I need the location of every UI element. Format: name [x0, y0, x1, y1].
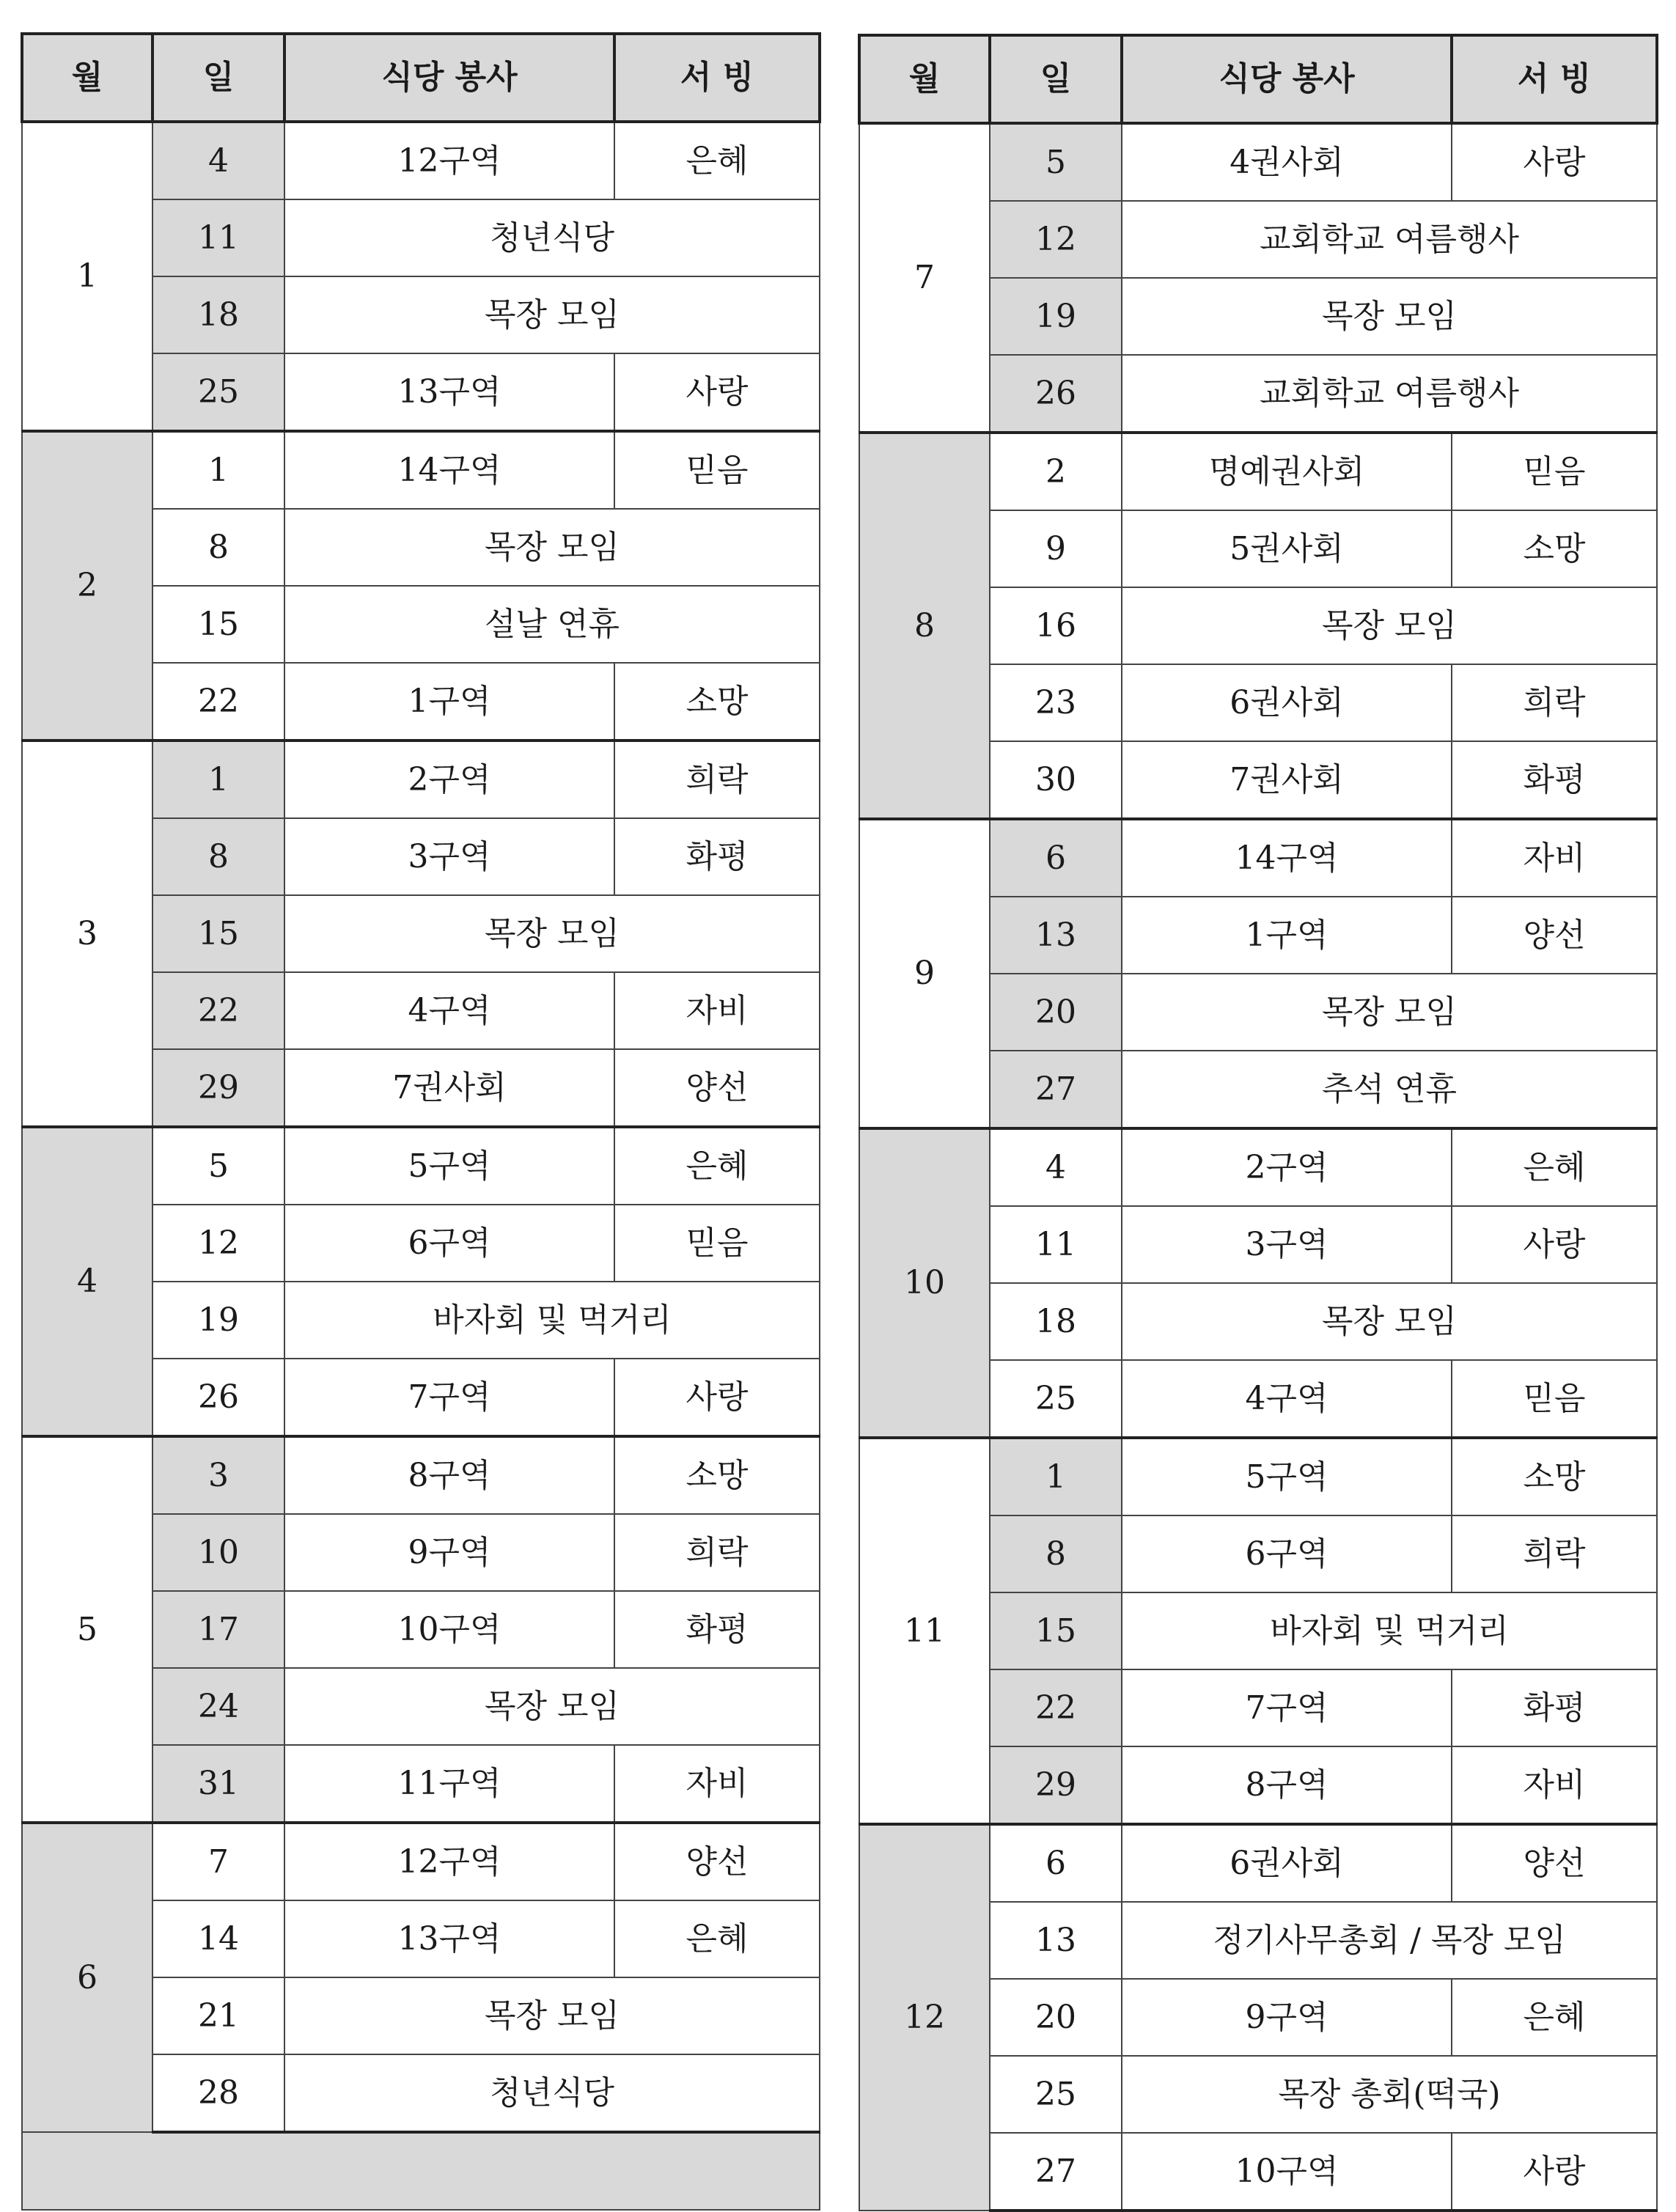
month-cell: 4	[22, 1127, 152, 1436]
month-cell: 5	[22, 1436, 152, 1823]
service-cell: 6구역	[284, 1205, 614, 1282]
server-cell: 소망	[614, 663, 820, 741]
service-cell: 청년식당	[284, 199, 820, 276]
service-cell: 2구역	[284, 741, 614, 818]
service-cell: 14구역	[1122, 819, 1452, 897]
service-cell: 5구역	[1122, 1438, 1452, 1515]
day-cell: 17	[152, 1591, 284, 1668]
day-cell: 2	[990, 433, 1122, 510]
day-cell: 29	[990, 1746, 1122, 1824]
service-cell: 7권사회	[284, 1049, 614, 1127]
header-month: 월	[859, 35, 990, 123]
month-cell: 10	[859, 1128, 990, 1438]
server-cell: 은혜	[614, 122, 820, 199]
day-cell: 15	[990, 1592, 1122, 1669]
schedule-table-left	[21, 32, 821, 2211]
service-cell: 13구역	[284, 353, 614, 431]
table-body-left	[22, 122, 820, 2132]
server-cell: 은혜	[1452, 1979, 1657, 2056]
header-server: 서 빙	[1452, 35, 1657, 123]
table-row	[859, 1128, 1657, 1206]
header-day: 일	[990, 35, 1122, 123]
service-cell: 5권사회	[1122, 510, 1452, 587]
day-cell: 12	[152, 1205, 284, 1282]
day-cell: 12	[990, 201, 1122, 278]
day-cell: 20	[990, 1979, 1122, 2056]
service-cell: 1구역	[284, 663, 614, 741]
month-cell: 7	[859, 123, 990, 433]
table-row	[22, 431, 820, 509]
table-row	[859, 1824, 1657, 1902]
service-cell: 7구역	[284, 1359, 614, 1436]
day-cell: 18	[990, 1283, 1122, 1360]
service-cell: 추석 연휴	[1122, 1051, 1657, 1128]
day-cell: 13	[990, 897, 1122, 974]
day-cell: 18	[152, 276, 284, 353]
header-service: 식당 봉사	[284, 34, 614, 122]
day-cell: 30	[990, 741, 1122, 819]
table-row	[859, 433, 1657, 510]
empty-filler-row	[22, 2132, 820, 2210]
day-cell: 8	[990, 1515, 1122, 1592]
day-cell: 5	[152, 1127, 284, 1205]
service-cell: 목장 모임	[284, 1977, 820, 2054]
server-cell: 화평	[1452, 741, 1657, 819]
service-cell: 목장 모임	[1122, 278, 1657, 355]
month-cell: 3	[22, 741, 152, 1127]
server-cell: 자비	[1452, 1746, 1657, 1824]
server-cell: 은혜	[614, 1900, 820, 1977]
server-cell: 양선	[1452, 1824, 1657, 1902]
server-cell: 희락	[1452, 664, 1657, 741]
service-cell: 7구역	[1122, 1669, 1452, 1746]
table-header	[859, 35, 1657, 123]
day-cell: 24	[152, 1668, 284, 1745]
service-cell: 2구역	[1122, 1128, 1452, 1206]
header-server: 서 빙	[614, 34, 820, 122]
day-cell: 6	[990, 819, 1122, 897]
server-cell: 사랑	[614, 1359, 820, 1436]
day-cell: 26	[152, 1359, 284, 1436]
day-cell: 20	[990, 974, 1122, 1051]
service-cell: 6권사회	[1122, 664, 1452, 741]
day-cell: 3	[152, 1436, 284, 1514]
server-cell: 믿음	[1452, 433, 1657, 510]
service-cell: 9구역	[284, 1514, 614, 1591]
server-cell: 양선	[614, 1049, 820, 1127]
server-cell: 희락	[1452, 1515, 1657, 1592]
server-cell: 은혜	[1452, 1128, 1657, 1206]
service-cell: 3구역	[284, 818, 614, 895]
service-cell: 교회학교 여름행사	[1122, 201, 1657, 278]
server-cell: 화평	[1452, 1669, 1657, 1746]
day-cell: 9	[990, 510, 1122, 587]
service-cell: 교회학교 여름행사	[1122, 355, 1657, 433]
day-cell: 1	[152, 431, 284, 509]
server-cell: 은혜	[614, 1127, 820, 1205]
day-cell: 8	[152, 509, 284, 586]
server-cell: 믿음	[614, 1205, 820, 1282]
service-cell: 목장 모임	[1122, 587, 1657, 664]
service-cell: 목장 모임	[284, 509, 820, 586]
server-cell: 자비	[614, 1745, 820, 1823]
service-cell: 10구역	[284, 1591, 614, 1668]
day-cell: 4	[990, 1128, 1122, 1206]
day-cell: 11	[152, 199, 284, 276]
month-cell: 8	[859, 433, 990, 819]
day-cell: 23	[990, 664, 1122, 741]
service-cell: 6구역	[1122, 1515, 1452, 1592]
service-cell: 10구역	[1122, 2133, 1452, 2211]
day-cell: 1	[990, 1438, 1122, 1515]
schedule-table-right	[858, 34, 1658, 2212]
service-cell: 4구역	[284, 972, 614, 1049]
day-cell: 26	[990, 355, 1122, 433]
service-cell: 정기사무총회 / 목장 모임	[1122, 1902, 1657, 1979]
month-cell: 1	[22, 122, 152, 431]
server-cell: 사랑	[1452, 2133, 1657, 2211]
day-cell: 22	[152, 663, 284, 741]
service-cell: 바자회 및 먹거리	[1122, 1592, 1657, 1669]
month-cell: 6	[22, 1823, 152, 2132]
day-cell: 19	[152, 1282, 284, 1359]
table-row	[859, 123, 1657, 201]
server-cell: 화평	[614, 818, 820, 895]
table-row	[859, 819, 1657, 897]
server-cell: 소망	[1452, 1438, 1657, 1515]
month-cell: 2	[22, 431, 152, 741]
day-cell: 28	[152, 2054, 284, 2132]
day-cell: 6	[990, 1824, 1122, 1902]
server-cell: 믿음	[1452, 1360, 1657, 1438]
service-cell: 14구역	[284, 431, 614, 509]
table-row	[22, 741, 820, 818]
service-cell: 목장 모임	[284, 895, 820, 972]
day-cell: 22	[152, 972, 284, 1049]
day-cell: 4	[152, 122, 284, 199]
service-cell: 12구역	[284, 1823, 614, 1900]
header-month: 월	[22, 34, 152, 122]
table-row	[22, 122, 820, 199]
day-cell: 16	[990, 587, 1122, 664]
day-cell: 27	[990, 2133, 1122, 2211]
header-day: 일	[152, 34, 284, 122]
table-row	[22, 1127, 820, 1205]
service-cell: 목장 모임	[1122, 974, 1657, 1051]
day-cell: 11	[990, 1206, 1122, 1283]
day-cell: 1	[152, 741, 284, 818]
server-cell: 자비	[1452, 819, 1657, 897]
day-cell: 5	[990, 123, 1122, 201]
day-cell: 21	[152, 1977, 284, 2054]
day-cell: 14	[152, 1900, 284, 1977]
table-header	[22, 34, 820, 122]
server-cell: 사랑	[1452, 1206, 1657, 1283]
server-cell: 사랑	[1452, 123, 1657, 201]
service-cell: 9구역	[1122, 1979, 1452, 2056]
service-cell: 7권사회	[1122, 741, 1452, 819]
server-cell: 믿음	[614, 431, 820, 509]
service-cell: 5구역	[284, 1127, 614, 1205]
service-cell: 8구역	[1122, 1746, 1452, 1824]
service-cell: 12구역	[284, 122, 614, 199]
day-cell: 29	[152, 1049, 284, 1127]
month-cell: 9	[859, 819, 990, 1128]
day-cell: 22	[990, 1669, 1122, 1746]
day-cell: 10	[152, 1514, 284, 1591]
day-cell: 7	[152, 1823, 284, 1900]
server-cell: 자비	[614, 972, 820, 1049]
server-cell: 소망	[1452, 510, 1657, 587]
table-row	[22, 1823, 820, 1900]
service-cell: 4구역	[1122, 1360, 1452, 1438]
service-cell: 청년식당	[284, 2054, 820, 2132]
table-body-right	[859, 123, 1657, 2211]
month-cell: 12	[859, 1824, 990, 2211]
service-cell: 8구역	[284, 1436, 614, 1514]
header-service: 식당 봉사	[1122, 35, 1452, 123]
day-cell: 31	[152, 1745, 284, 1823]
service-cell: 3구역	[1122, 1206, 1452, 1283]
server-cell: 양선	[1452, 897, 1657, 974]
server-cell: 희락	[614, 741, 820, 818]
service-cell: 11구역	[284, 1745, 614, 1823]
table-row	[22, 1436, 820, 1514]
service-cell: 명예권사회	[1122, 433, 1452, 510]
day-cell: 25	[990, 1360, 1122, 1438]
day-cell: 15	[152, 586, 284, 663]
day-cell: 8	[152, 818, 284, 895]
service-cell: 목장 모임	[284, 276, 820, 353]
server-cell: 양선	[614, 1823, 820, 1900]
service-cell: 바자회 및 먹거리	[284, 1282, 820, 1359]
server-cell: 소망	[614, 1436, 820, 1514]
table-row	[859, 1438, 1657, 1515]
service-cell: 목장 총회(떡국)	[1122, 2056, 1657, 2133]
server-cell: 희락	[614, 1514, 820, 1591]
day-cell: 25	[152, 353, 284, 431]
day-cell: 13	[990, 1902, 1122, 1979]
service-cell: 목장 모임	[284, 1668, 820, 1745]
service-cell: 13구역	[284, 1900, 614, 1977]
day-cell: 27	[990, 1051, 1122, 1128]
server-cell: 화평	[614, 1591, 820, 1668]
service-cell: 설날 연휴	[284, 586, 820, 663]
day-cell: 25	[990, 2056, 1122, 2133]
month-cell: 11	[859, 1438, 990, 1824]
service-cell: 6권사회	[1122, 1824, 1452, 1902]
service-cell: 4권사회	[1122, 123, 1452, 201]
server-cell: 사랑	[614, 353, 820, 431]
service-cell: 목장 모임	[1122, 1283, 1657, 1360]
day-cell: 19	[990, 278, 1122, 355]
day-cell: 15	[152, 895, 284, 972]
service-cell: 1구역	[1122, 897, 1452, 974]
